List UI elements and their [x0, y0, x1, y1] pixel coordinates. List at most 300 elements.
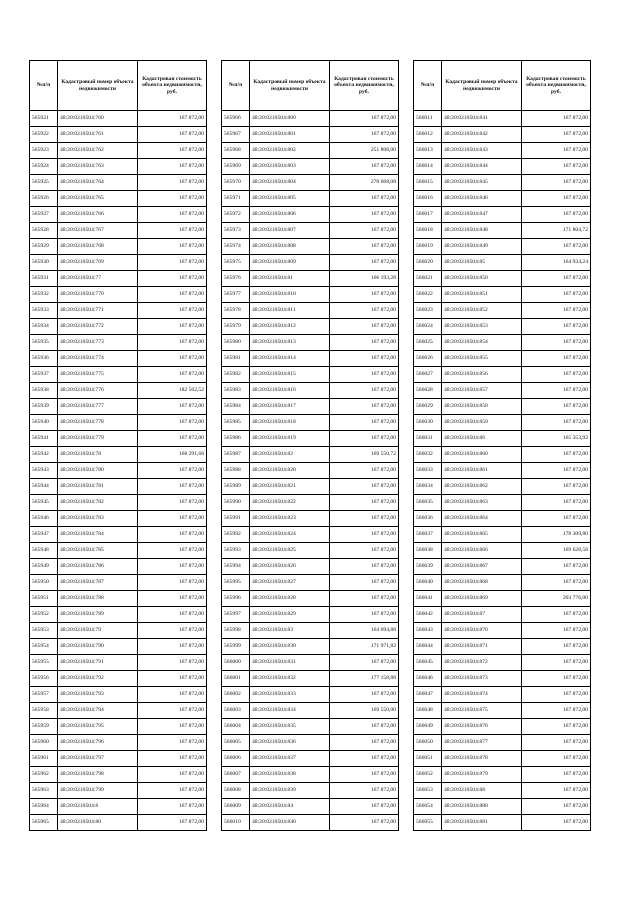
cadastral-value: 167 872,00 [330, 687, 399, 703]
row-number: 565937 [30, 367, 58, 383]
cadastral-number: 48:20:0210504:832 [250, 671, 330, 687]
table-row [222, 271, 399, 287]
cadastral-value: 167 872,00 [522, 303, 591, 319]
table-row [30, 783, 207, 799]
cadastral-value: 167 872,00 [138, 319, 207, 335]
row-number: 565928 [30, 223, 58, 239]
row-number: 565959 [30, 719, 58, 735]
cadastral-value: 167 872,00 [522, 511, 591, 527]
cadastral-number: 48:20:0210504:873 [442, 671, 522, 687]
cadastral-number: 48:20:0210504:849 [442, 239, 522, 255]
row-number: 566035 [414, 495, 442, 511]
row-number: 565952 [30, 607, 58, 623]
cadastral-value: 182 562,52 [138, 383, 207, 399]
table-row [222, 319, 399, 335]
table-row [30, 191, 207, 207]
cadastral-number: 48:20:0210504:821 [250, 479, 330, 495]
cadastral-number: 48:20:0210504:874 [442, 687, 522, 703]
row-number: 566049 [414, 719, 442, 735]
cadastral-value: 167 872,00 [138, 367, 207, 383]
cadastral-number: 48:20:0210504:864 [442, 511, 522, 527]
cadastral-number: 48:20:0210504:77 [58, 271, 138, 287]
cadastral-number: 48:20:0210504:782 [58, 495, 138, 511]
cadastral-number: 48:20:0210504:781 [58, 479, 138, 495]
cadastral-number: 48:20:0210504:791 [58, 655, 138, 671]
table-row [414, 159, 591, 175]
row-number: 566042 [414, 607, 442, 623]
cadastral-number: 48:20:0210504:845 [442, 175, 522, 191]
cadastral-number: 48:20:0210504:841 [442, 111, 522, 127]
row-number: 565954 [30, 639, 58, 655]
row-number: 566045 [414, 655, 442, 671]
cadastral-number: 48:20:0210504:815 [250, 367, 330, 383]
cadastral-number: 48:20:0210504:865 [442, 527, 522, 543]
cadastral-value: 167 872,00 [330, 559, 399, 575]
cadastral-value: 167 872,00 [330, 463, 399, 479]
table-row [222, 143, 399, 159]
cadastral-value: 167 872,00 [522, 623, 591, 639]
table-row [222, 815, 399, 831]
cadastral-number: 48:20:0210504:855 [442, 351, 522, 367]
cadastral-value: 167 872,00 [330, 303, 399, 319]
cadastral-number: 48:20:0210504:798 [58, 767, 138, 783]
table-row [414, 287, 591, 303]
row-number: 565939 [30, 399, 58, 415]
cadastral-value: 167 872,00 [138, 655, 207, 671]
table-row [30, 527, 207, 543]
cadastral-value: 167 872,00 [138, 271, 207, 287]
table-row [222, 367, 399, 383]
row-number: 565941 [30, 431, 58, 447]
cadastral-number: 48:20:0210504:834 [250, 703, 330, 719]
table-row [30, 607, 207, 623]
cadastral-value: 167 872,00 [138, 351, 207, 367]
row-number: 565966 [222, 111, 250, 127]
cadastral-value: 167 872,00 [138, 623, 207, 639]
cadastral-value: 167 872,00 [522, 399, 591, 415]
cadastral-value: 167 872,00 [330, 223, 399, 239]
cadastral-number: 48:20:0210504:784 [58, 527, 138, 543]
row-number: 566001 [222, 671, 250, 687]
cadastral-value: 167 872,00 [330, 207, 399, 223]
table-row [222, 111, 399, 127]
header-cadastral: Кадастровый номер объекта недвижимости [442, 61, 522, 111]
row-number: 565988 [222, 463, 250, 479]
cadastral-number: 48:20:0210504:768 [58, 239, 138, 255]
row-number: 566053 [414, 783, 442, 799]
cadastral-number: 48:20:0210504:826 [250, 559, 330, 575]
table-row [414, 399, 591, 415]
cadastral-number: 48:20:0210504:85 [442, 255, 522, 271]
table-row [414, 207, 591, 223]
header-num: №п/п [222, 61, 250, 111]
table-row [222, 719, 399, 735]
cadastral-value: 167 872,00 [138, 415, 207, 431]
table-row [30, 431, 207, 447]
cadastral-number: 48:20:0210504:83 [250, 623, 330, 639]
cadastral-number: 48:20:0210504:824 [250, 527, 330, 543]
cadastral-value: 167 872,00 [522, 191, 591, 207]
cadastral-number: 48:20:0210504:767 [58, 223, 138, 239]
cadastral-value: 167 872,00 [522, 687, 591, 703]
row-number: 566029 [414, 399, 442, 415]
row-number: 565982 [222, 367, 250, 383]
table-row [30, 351, 207, 367]
cadastral-value: 167 872,00 [522, 367, 591, 383]
row-number: 566054 [414, 799, 442, 815]
row-number: 565926 [30, 191, 58, 207]
cadastral-number: 48:20:0210504:816 [250, 383, 330, 399]
cadastral-value: 167 872,00 [330, 431, 399, 447]
table-row [30, 671, 207, 687]
row-number: 566026 [414, 351, 442, 367]
cadastral-value: 167 872,00 [330, 767, 399, 783]
table-row [222, 255, 399, 271]
table-row [222, 687, 399, 703]
table-row [414, 543, 591, 559]
table-row [414, 623, 591, 639]
cadastral-number: 48:20:0210504:881 [442, 815, 522, 831]
cadastral-number: 48:20:0210504:776 [58, 383, 138, 399]
row-number: 566011 [414, 111, 442, 127]
row-number: 565927 [30, 207, 58, 223]
row-number: 565935 [30, 335, 58, 351]
row-number: 566006 [222, 751, 250, 767]
row-number: 566055 [414, 815, 442, 831]
row-number: 565974 [222, 239, 250, 255]
row-number: 565922 [30, 127, 58, 143]
table-row [30, 447, 207, 463]
table-row [414, 335, 591, 351]
cadastral-number: 48:20:0210504:853 [442, 319, 522, 335]
row-number: 565962 [30, 767, 58, 783]
table-row [30, 799, 207, 815]
cadastral-number: 48:20:0210504:857 [442, 383, 522, 399]
cadastral-number: 48:20:0210504:797 [58, 751, 138, 767]
row-number: 566047 [414, 687, 442, 703]
table-row [414, 559, 591, 575]
cadastral-value: 167 872,00 [522, 559, 591, 575]
cadastral-value: 167 872,00 [330, 383, 399, 399]
cadastral-number: 48:20:0210504:854 [442, 335, 522, 351]
cadastral-value: 167 872,00 [138, 767, 207, 783]
cadastral-value: 167 872,00 [138, 479, 207, 495]
row-number: 566008 [222, 783, 250, 799]
cadastral-value: 167 872,00 [138, 143, 207, 159]
cadastral-value: 167 872,00 [522, 111, 591, 127]
row-number: 565977 [222, 287, 250, 303]
cadastral-value: 167 872,00 [330, 495, 399, 511]
row-number: 565992 [222, 527, 250, 543]
table-row [30, 719, 207, 735]
cadastral-number: 48:20:0210504:789 [58, 607, 138, 623]
cadastral-value: 167 872,00 [522, 703, 591, 719]
row-number: 566019 [414, 239, 442, 255]
cadastral-value: 164 094,88 [330, 623, 399, 639]
table-row [30, 319, 207, 335]
cadastral-value: 167 872,00 [138, 735, 207, 751]
cadastral-value: 167 872,00 [138, 495, 207, 511]
table-row [414, 767, 591, 783]
table-row [414, 431, 591, 447]
row-number: 565958 [30, 703, 58, 719]
cadastral-value: 167 872,00 [138, 431, 207, 447]
cadastral-value: 167 872,00 [522, 575, 591, 591]
table-row [414, 735, 591, 751]
row-number: 565990 [222, 495, 250, 511]
cadastral-number: 48:20:0210504:78 [58, 447, 138, 463]
cadastral-value: 167 872,00 [522, 783, 591, 799]
cadastral-value: 167 872,00 [138, 527, 207, 543]
row-number: 565940 [30, 415, 58, 431]
cadastral-number: 48:20:0210504:807 [250, 223, 330, 239]
table-row [414, 175, 591, 191]
cadastral-value: 167 872,00 [138, 543, 207, 559]
table-row [222, 191, 399, 207]
header-cadastral: Кадастровый номер объекта недвижимости [250, 61, 330, 111]
row-number: 565989 [222, 479, 250, 495]
cadastral-value: 167 872,00 [138, 255, 207, 271]
cadastral-number: 48:20:0210504:787 [58, 575, 138, 591]
row-number: 565976 [222, 271, 250, 287]
table-row [414, 479, 591, 495]
cadastral-number: 48:20:0210504:856 [442, 367, 522, 383]
table-row [414, 111, 591, 127]
cadastral-number: 48:20:0210504:788 [58, 591, 138, 607]
table-row [222, 543, 399, 559]
table-row [30, 399, 207, 415]
row-number: 565984 [222, 399, 250, 415]
row-number: 566014 [414, 159, 442, 175]
row-number: 566002 [222, 687, 250, 703]
cadastral-number: 48:20:0210504:87 [442, 607, 522, 623]
cadastral-number: 48:20:0210504:88 [442, 783, 522, 799]
row-number: 566015 [414, 175, 442, 191]
cadastral-number: 48:20:0210504:880 [442, 799, 522, 815]
row-number: 566028 [414, 383, 442, 399]
cadastral-value: 167 872,00 [522, 799, 591, 815]
table-row [30, 159, 207, 175]
cadastral-value: 167 872,00 [522, 479, 591, 495]
cadastral-number: 48:20:0210504:810 [250, 287, 330, 303]
cadastral-value: 167 872,00 [330, 799, 399, 815]
table-row [414, 671, 591, 687]
row-number: 566018 [414, 223, 442, 239]
row-number: 566010 [222, 815, 250, 831]
row-number: 566046 [414, 671, 442, 687]
row-number: 566051 [414, 751, 442, 767]
table-row [30, 175, 207, 191]
table-row [30, 591, 207, 607]
header-value: Кадастровая стоимость объекта недвижимости, руб. [522, 61, 591, 111]
cadastral-number: 48:20:0210504:801 [250, 127, 330, 143]
row-number: 566037 [414, 527, 442, 543]
row-number: 566036 [414, 511, 442, 527]
row-number: 565953 [30, 623, 58, 639]
cadastral-table-1 [29, 60, 207, 831]
header-num: №п/п [414, 61, 442, 111]
table-row [222, 159, 399, 175]
cadastral-value: 167 872,00 [522, 655, 591, 671]
row-number: 565942 [30, 447, 58, 463]
table-row [222, 175, 399, 191]
cadastral-value: 178 309,80 [522, 527, 591, 543]
row-number: 565972 [222, 207, 250, 223]
cadastral-value: 167 872,00 [522, 271, 591, 287]
cadastral-number: 48:20:0210504:859 [442, 415, 522, 431]
row-number: 565995 [222, 575, 250, 591]
cadastral-value: 167 872,00 [522, 671, 591, 687]
cadastral-number: 48:20:0210504:771 [58, 303, 138, 319]
cadastral-value: 167 872,00 [330, 367, 399, 383]
row-number: 565955 [30, 655, 58, 671]
row-number: 565979 [222, 319, 250, 335]
table-row [414, 815, 591, 831]
cadastral-number: 48:20:0210504:829 [250, 607, 330, 623]
row-number: 566030 [414, 415, 442, 431]
table-row [222, 239, 399, 255]
header-value: Кадастровая стоимость объекта недвижимости, руб. [138, 61, 207, 111]
table-row [222, 399, 399, 415]
row-number: 566033 [414, 463, 442, 479]
table-row [414, 783, 591, 799]
row-number: 565931 [30, 271, 58, 287]
cadastral-number: 48:20:0210504:825 [250, 543, 330, 559]
cadastral-number: 48:20:0210504:817 [250, 399, 330, 415]
table-row [30, 815, 207, 831]
table-row [414, 463, 591, 479]
table-row [222, 447, 399, 463]
cadastral-value: 167 872,00 [522, 383, 591, 399]
cadastral-value: 167 872,00 [330, 527, 399, 543]
cadastral-value: 167 872,00 [138, 175, 207, 191]
row-number: 565986 [222, 431, 250, 447]
row-number: 566032 [414, 447, 442, 463]
row-number: 566020 [414, 255, 442, 271]
cadastral-number: 48:20:0210504:795 [58, 719, 138, 735]
cadastral-value: 167 872,00 [522, 175, 591, 191]
table-row [414, 319, 591, 335]
table-header-row [30, 61, 207, 111]
cadastral-number: 48:20:0210504:858 [442, 399, 522, 415]
cadastral-value: 167 872,00 [330, 783, 399, 799]
cadastral-number: 48:20:0210504:786 [58, 559, 138, 575]
cadastral-number: 48:20:0210504:774 [58, 351, 138, 367]
cadastral-number: 48:20:0210504:819 [250, 431, 330, 447]
cadastral-value: 167 872,00 [138, 559, 207, 575]
table-row [414, 383, 591, 399]
row-number: 565938 [30, 383, 58, 399]
table-row [414, 367, 591, 383]
cadastral-value: 167 872,00 [138, 287, 207, 303]
row-number: 566052 [414, 767, 442, 783]
cadastral-value: 168 291,68 [138, 447, 207, 463]
table-row [414, 239, 591, 255]
cadastral-number: 48:20:0210504:814 [250, 351, 330, 367]
row-number: 565930 [30, 255, 58, 271]
row-number: 565998 [222, 623, 250, 639]
cadastral-value: 251 808,00 [330, 143, 399, 159]
row-number: 566027 [414, 367, 442, 383]
cadastral-value: 167 872,00 [522, 751, 591, 767]
table-row [414, 143, 591, 159]
row-number: 565932 [30, 287, 58, 303]
cadastral-number: 48:20:0210504:8 [58, 799, 138, 815]
row-number: 565950 [30, 575, 58, 591]
cadastral-number: 48:20:0210504:839 [250, 783, 330, 799]
table-row [414, 527, 591, 543]
table-row [222, 495, 399, 511]
table-row [414, 271, 591, 287]
cadastral-number: 48:20:0210504:762 [58, 143, 138, 159]
table-row [222, 527, 399, 543]
cadastral-value: 167 872,00 [330, 575, 399, 591]
row-number: 565947 [30, 527, 58, 543]
cadastral-value: 167 872,00 [138, 239, 207, 255]
cadastral-number: 48:20:0210504:879 [442, 767, 522, 783]
cadastral-number: 48:20:0210504:835 [250, 719, 330, 735]
table-row [30, 543, 207, 559]
cadastral-value: 167 872,00 [138, 719, 207, 735]
row-number: 565983 [222, 383, 250, 399]
row-number: 566005 [222, 735, 250, 751]
table-row [414, 511, 591, 527]
row-number: 565968 [222, 143, 250, 159]
table-row [30, 703, 207, 719]
table-row [222, 559, 399, 575]
cadastral-value: 167 872,00 [138, 783, 207, 799]
table-row [222, 607, 399, 623]
cadastral-value: 167 872,00 [330, 479, 399, 495]
cadastral-value: 169 550,00 [330, 703, 399, 719]
cadastral-number: 48:20:0210504:792 [58, 671, 138, 687]
cadastral-value: 167 872,00 [522, 319, 591, 335]
cadastral-value: 167 872,00 [522, 239, 591, 255]
cadastral-number: 48:20:0210504:838 [250, 767, 330, 783]
table-row [30, 655, 207, 671]
cadastral-number: 48:20:0210504:779 [58, 431, 138, 447]
row-number: 565987 [222, 447, 250, 463]
cadastral-number: 48:20:0210504:785 [58, 543, 138, 559]
cadastral-value: 166 193,28 [330, 271, 399, 287]
table-row [30, 335, 207, 351]
cadastral-number: 48:20:0210504:823 [250, 511, 330, 527]
cadastral-value: 167 872,00 [330, 607, 399, 623]
cadastral-table-3 [413, 60, 591, 831]
cadastral-number: 48:20:0210504:760 [58, 111, 138, 127]
cadastral-value: 167 872,00 [330, 239, 399, 255]
cadastral-value: 167 872,00 [330, 159, 399, 175]
cadastral-value: 167 872,00 [138, 463, 207, 479]
cadastral-value: 167 872,00 [138, 127, 207, 143]
row-number: 566050 [414, 735, 442, 751]
table-row [222, 735, 399, 751]
row-number: 566017 [414, 207, 442, 223]
cadastral-value: 167 872,00 [138, 591, 207, 607]
cadastral-number: 48:20:0210504:806 [250, 207, 330, 223]
cadastral-number: 48:20:0210504:775 [58, 367, 138, 383]
table-row [222, 127, 399, 143]
table-row [414, 591, 591, 607]
table-row [414, 415, 591, 431]
cadastral-value: 167 872,00 [330, 591, 399, 607]
row-number: 566048 [414, 703, 442, 719]
table-row [414, 223, 591, 239]
row-number: 565967 [222, 127, 250, 143]
cadastral-number: 48:20:0210504:870 [442, 623, 522, 639]
cadastral-number: 48:20:0210504:828 [250, 591, 330, 607]
cadastral-value: 167 872,00 [138, 815, 207, 831]
